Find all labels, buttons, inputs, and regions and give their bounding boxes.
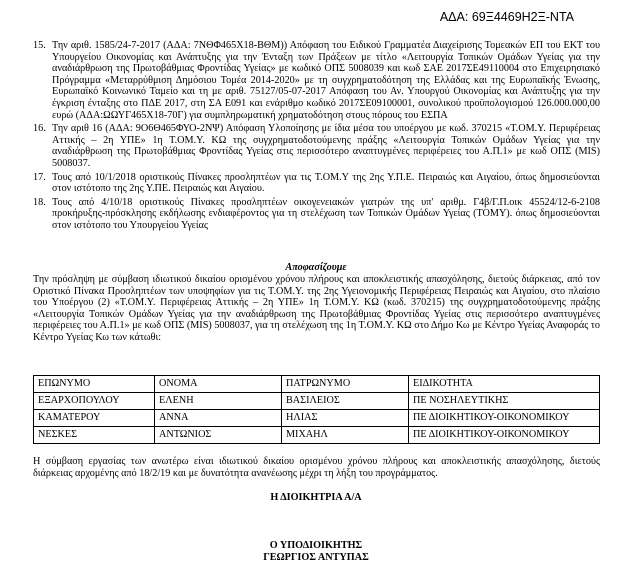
ada-header: ΑΔΑ: 69Ξ4469Η2Ξ-ΝΤΑ — [439, 10, 574, 24]
item-number: 16. — [33, 123, 46, 135]
table-row — [34, 393, 600, 410]
contract-paragraph: Η σύμβαση εργασίας των ανωτέρω είναι ιδιωτικού δικαίου ορισμένου χρόνου πλήρους και αποκλειστικής απασχόλησης, διετούς διάρκειας αρχομένης από 18/2/19 και με δυνατότητα ανανέωσης μέχρι τη λήξη του προγράμματος. — [33, 456, 600, 479]
table-cell: ΠΕ ΔΙΟΙΚΗΤΙΚΟΥ-ΟΙΚΟΝΟΜΙΚΟΥ — [409, 427, 600, 444]
table-cell: ΠΕ ΝΟΣΗΛΕΥΤΙΚΗΣ — [409, 393, 600, 410]
table-cell: ΕΛΕΝΗ — [155, 393, 282, 410]
table-cell: ΚΑΜΑΤΕΡΟΥ — [34, 410, 155, 427]
column-header: ΕΠΩΝΥΜΟ — [34, 376, 155, 393]
table-cell: ΕΞΑΡΧΟΠΟΥΛΟΥ — [34, 393, 155, 410]
item-text: Τους από 10/1/2018 οριστικούς Πίνακες προσληπτέων για τις Τ.ΟΜ.Υ της 2ης Υ.Π.Ε. Πειραιώς και Αιγαίου, όπως δημοσιεύονται στον ιστότοπο της 2ης Υ.ΠΕ. Πειραιώς και Αιγαίου. — [52, 171, 600, 195]
list-item — [33, 123, 600, 169]
item-number: 18. — [33, 196, 46, 208]
staff-table — [33, 375, 600, 444]
signatory-name: ΓΕΩΡΓΙΟΣ ΑΝΤΥΠΑΣ — [263, 552, 369, 563]
item-number: 17. — [33, 171, 46, 183]
table-header-row — [34, 376, 600, 393]
table-row — [34, 427, 600, 444]
signatory-role: Ο ΥΠΟΔΙΟΙΚΗΤΗΣ — [269, 540, 363, 551]
item-text: Την αριθ. 1585/24-7-2017 (ΑΔΑ: 7ΝΘΦ465Χ18-ΒΘΜ)) Απόφαση του Ειδικού Γραμματέα Διαχείρισης Τομεακών ΕΠ του ΕΚΤ του Υπουργείου Οικονομίας και Ανάπτυξης για την Ένταξη των Πράξεων με τίτλο «Λειτουργία Τοπικών Ομάδων Υγείας για την αναδιάρθρωση της Πρωτοβάθμιας Φροντίδας Υγείας» με κωδικό ΟΠΣ 5008039 και κωδ ΣΑΕ 2017ΣΕ49110004 στο Επιχειρησιακό Πρόγραμμα «Μεταρρύθμιση Δημόσιου Τομέα 2014-2020» με τη συγχρηματοδότηση της Ελλάδας και της Ευρωπαϊκής Ένωσης, Ευρωπαϊκό Κοινωνικό Ταμείο και τη με αριθ. 75127/05-07-2017 Απόφαση του Αν. Υπουργού Οικονομίας και Ανάπτυξης για την έγκριση ένταξης στο ΠΔΕ 2017, στη ΣΑ Ε091 και ενάριθμο κωδικό 2017ΣΕ09100001, συνολικού προϋπολογισμού 126.000.000,00 ευρώ (ΑΔΑ:ΩΩΥΓ465Χ18-70Γ) για συμπληρωματική χρηματοδότηση στους πόρους του ΕΣΠΑ — [52, 40, 600, 121]
column-header: ΠΑΤΡΩΝΥΜΟ — [282, 376, 409, 393]
table-cell: ΜΙΧΑΗΛ — [282, 427, 409, 444]
item-text: Την αριθ 16 (ΑΔΑ: 9Ο6Θ465ΦΥΟ-2ΝΨ) Απόφαση Υλοποίησης με ίδια μέσα του υποέργου με κωδ. 370215 «Τ.ΟΜ.Υ. Περιφέρειας Αττικής – 2η ΥΠΕ» 1η Τ.ΟΜ.Υ. ΚΩ της συγχρηματοδοτούμενης πράξης «Λειτουργία Τοπικών Ομάδων Υγείας για την αναδιάρθρωση της Πρωτοβάθμιας Φροντίδας Υγείας στις περισσότερο αναπτυγμένες περιφέρειες του Α.Π.1» με κωδ ΟΠΣ (MIS) 5008037. — [52, 123, 600, 169]
column-header: ΟΝΟΜΑ — [155, 376, 282, 393]
decision-heading: Αποφασίζουμε — [285, 262, 347, 273]
table-cell: ΑΝΝΑ — [155, 410, 282, 427]
list-item — [33, 197, 600, 232]
column-header: ΕΙΔΙΚΟΤΗΤΑ — [409, 376, 600, 393]
item-number: 15. — [33, 40, 46, 51]
table-cell: ΗΛΙΑΣ — [282, 410, 409, 427]
list-item — [33, 40, 600, 121]
considerations-list — [33, 40, 600, 234]
table-row — [34, 410, 600, 427]
list-item — [33, 172, 600, 195]
item-text: Τους από 4/10/18 οριστικούς Πίνακες προσληπτέων οικογενειακών γιατρών της υπ' αριθμ. Γ4β/Γ.Π.οικ 45524/12-6-2108 προκήρυξης-πρόσκλησης εκδήλωσης ενδιαφέροντος για τη στελέχωση των Τοπικών Ομάδων Υγείας (ΤΟΜΥ). όπως δημοσιεύονται στον ιστότοπο του Υπουργείου Υγείας — [52, 196, 600, 231]
table-cell: ΑΝΤΩΝΙΟΣ — [155, 427, 282, 444]
signatory-title: Η ΔΙΟΙΚΗΤΡΙΑ Α/Α — [270, 492, 362, 503]
table-cell: ΠΕ ΔΙΟΙΚΗΤΙΚΟΥ-ΟΙΚΟΝΟΜΙΚΟΥ — [409, 410, 600, 427]
decision-paragraph: Την πρόσληψη με σύμβαση ιδιωτικού δικαίου ορισμένου χρόνου πλήρους και αποκλειστικής απασχόλησης, διετούς διάρκειας, από τον Οριστικό Πίνακα Προσληπτέων των υποψηφίων για τις Τ.ΟΜ.Υ. της 2ης Υγειονομικής Περιφέρειας Πειραιώς και Αιγαίου, στο πλαίσιο του Υποέργου (2) «Τ.ΟΜ.Υ. Περιφέρειας Αττικής – 2η ΥΠΕ» 1η Τ.ΟΜ.Υ. ΚΩ (κωδ. 370215) της συγχρηματοδοτούμενης πράξης «Λειτουργία Τοπικών Ομάδων Υγείας για την αναδιάρθρωση της Πρωτοβάθμιας Φροντίδας Υγείας στις περισσότερο αναπτυγμένες περιφέρειες του Α.Π.1» με κωδ ΟΠΣ (MIS) 5008037, για τη στελέχωση της 1η Τ.ΟΜ.Υ. ΚΩ στο Δήμο Κω με Κέντρο Υγείας Αναφοράς το Κέντρο Υγείας Κω των κάτωθι: — [33, 274, 600, 343]
table-cell: ΝΕΣΚΕΣ — [34, 427, 155, 444]
table-cell: ΒΑΣΙΛΕΙΟΣ — [282, 393, 409, 410]
